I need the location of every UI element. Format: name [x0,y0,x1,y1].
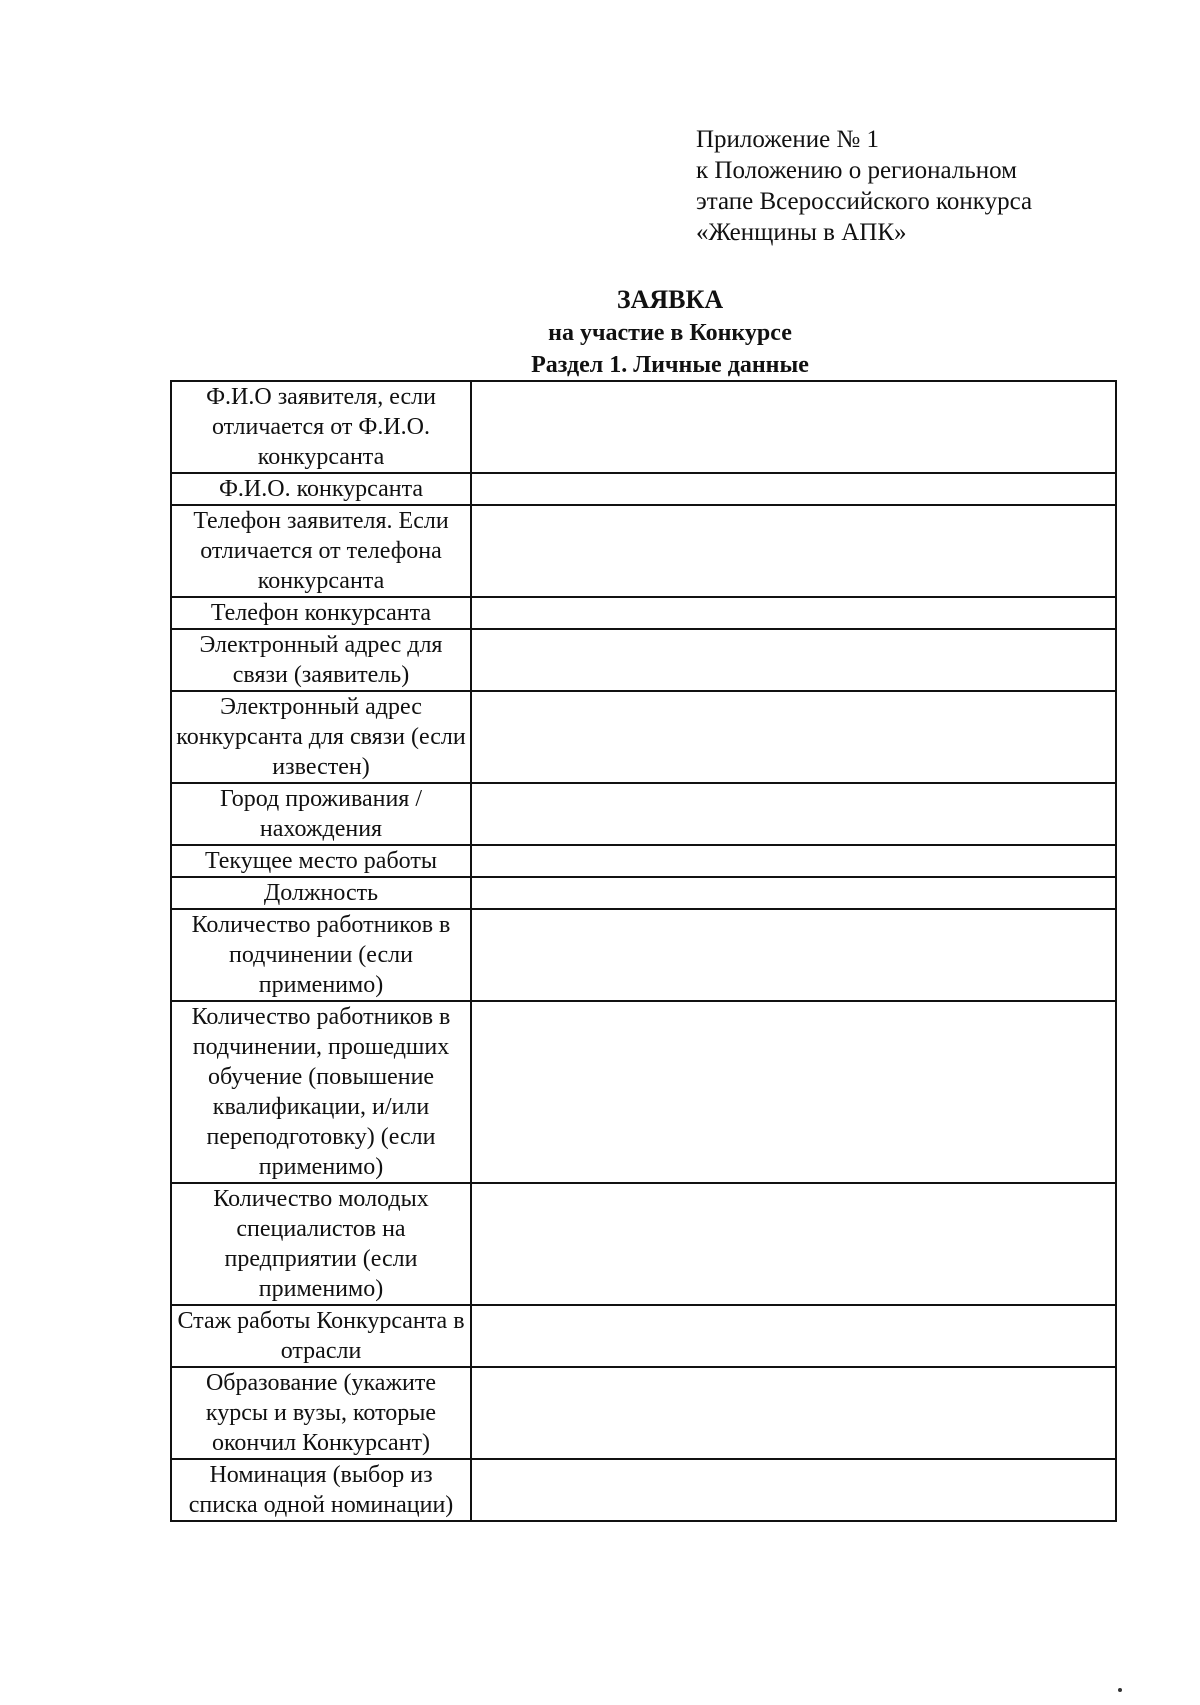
row-value-contestant-phone[interactable] [471,597,1116,629]
row-label-applicant-email: Электронный адрес для связи (заявитель) [171,629,471,691]
table-row [171,909,1116,1001]
row-value-workplace[interactable] [471,845,1116,877]
table-row [171,691,1116,783]
table-row [171,381,1116,473]
personal-data-table [170,380,1117,1522]
row-value-trained-subordinates[interactable] [471,1001,1116,1183]
row-label-young-specialists: Количество молодых специалистов на предприятии (если применимо) [171,1183,471,1305]
row-value-position[interactable] [471,877,1116,909]
row-label-education: Образование (укажите курсы и вузы, которые окончил Конкурсант) [171,1367,471,1459]
row-label-contestant-email: Электронный адрес конкурсанта для связи (если известен) [171,691,471,783]
row-label-trained-subordinates: Количество работников в подчинении, прошедших обучение (повышение квалификации, и/или переподготовку) (если применимо) [171,1001,471,1183]
row-label-applicant-phone: Телефон заявителя. Если отличается от телефона конкурсанта [171,505,471,597]
row-label-applicant-name: Ф.И.О заявителя, если отличается от Ф.И.О. конкурсанта [171,381,471,473]
table-row [171,1305,1116,1367]
table-row [171,1367,1116,1459]
row-value-subordinates[interactable] [471,909,1116,1001]
row-value-city[interactable] [471,783,1116,845]
row-label-experience: Стаж работы Конкурсанта в отрасли [171,1305,471,1367]
table-row [171,1459,1116,1521]
table-row [171,1183,1116,1305]
annex-line-2: к Положению о региональном [696,157,1017,184]
row-label-position: Должность [171,877,471,909]
annex-line-1: Приложение № 1 [696,126,880,153]
scan-speck [1118,1688,1122,1692]
table-row [171,1001,1116,1183]
row-value-applicant-email[interactable] [471,629,1116,691]
row-value-experience[interactable] [471,1305,1116,1367]
row-label-workplace: Текущее место работы [171,845,471,877]
table-row [171,629,1116,691]
row-value-young-specialists[interactable] [471,1183,1116,1305]
annex-line-3: этапе Всероссийского конкурса [696,188,1033,215]
row-value-nomination[interactable] [471,1459,1116,1521]
row-label-contestant-name: Ф.И.О. конкурсанта [171,473,471,505]
row-label-contestant-phone: Телефон конкурсанта [171,597,471,629]
row-label-city: Город проживания / нахождения [171,783,471,845]
row-label-nomination: Номинация (выбор из списка одной номинации) [171,1459,471,1521]
row-value-contestant-email[interactable] [471,691,1116,783]
table-row [171,783,1116,845]
document-subtitle: на участие в Конкурсе [548,320,792,346]
row-value-education[interactable] [471,1367,1116,1459]
row-value-applicant-name[interactable] [471,381,1116,473]
table-row [171,597,1116,629]
row-value-contestant-name[interactable] [471,473,1116,505]
table-row [171,877,1116,909]
document-title: ЗАЯВКА [616,285,724,314]
table-row [171,473,1116,505]
annex-line-4: «Женщины в АПК» [696,219,907,246]
annex-note [696,124,1032,248]
table-row [171,845,1116,877]
section-title: Раздел 1. Личные данные [531,352,809,378]
row-value-applicant-phone[interactable] [471,505,1116,597]
row-label-subordinates: Количество работников в подчинении (если применимо) [171,909,471,1001]
table-row [171,505,1116,597]
